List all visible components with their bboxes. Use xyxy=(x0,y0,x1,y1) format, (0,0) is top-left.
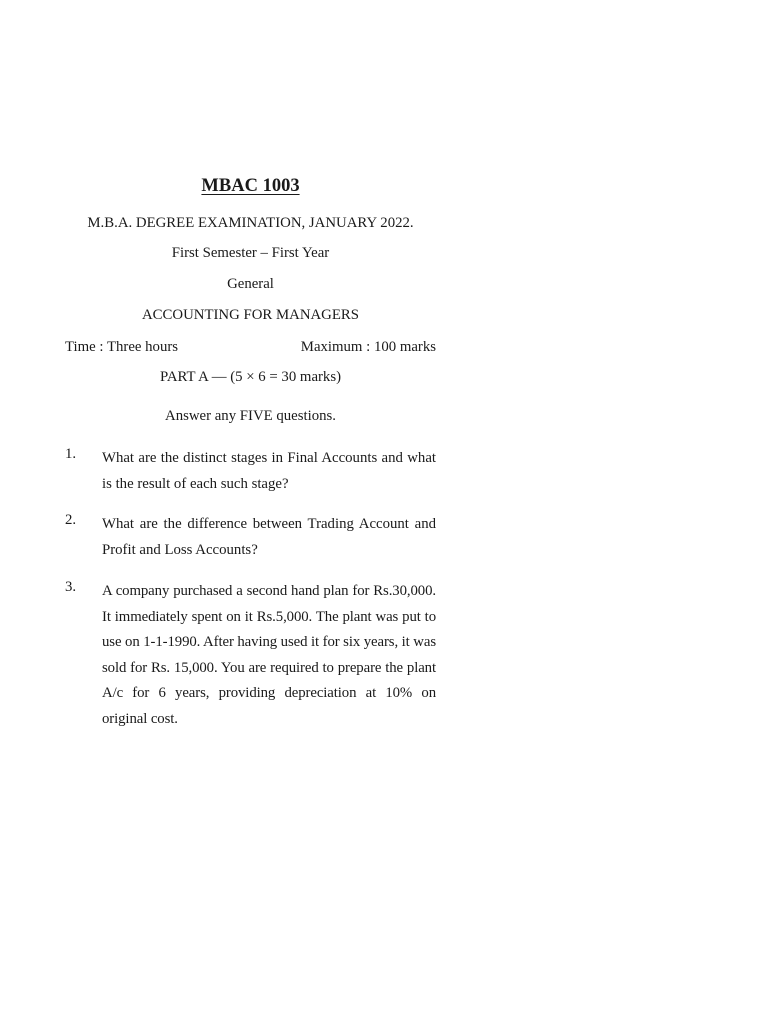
stream-line: General xyxy=(227,276,274,292)
question-number: 3. xyxy=(65,579,77,595)
question-text: What are the difference between Trading Account and Profit and Loss Accounts? xyxy=(102,516,436,558)
part-heading: PART A — (5 × 6 = 30 marks) xyxy=(159,369,342,385)
question-text: A company purchased a second hand plan for Rs.30,000. It immediately spent on it Rs.5,000. The plant was put to use on 1-1-1990. After having used it for six years, it was sold for Rs. 15,000. You are required to prepare the plant A/c for 6 years, providing depreciation at 10% on original cost. xyxy=(102,583,436,727)
question-number: 2. xyxy=(65,512,77,528)
time-allowed: Time : Three hours xyxy=(65,339,179,355)
question-text: What are the distinct stages in Final Accounts and what is the result of each such stage? xyxy=(102,450,436,492)
maximum-marks: Maximum : 100 marks xyxy=(300,339,436,355)
exam-title: M.B.A. DEGREE EXAMINATION, JANUARY 2022. xyxy=(87,215,414,231)
course-code: MBAC 1003 xyxy=(201,176,300,196)
instructions: Answer any FIVE questions. xyxy=(165,408,336,424)
semester-line: First Semester – First Year xyxy=(171,245,330,261)
question-number: 1. xyxy=(65,446,77,462)
subject-title: ACCOUNTING FOR MANAGERS xyxy=(141,307,360,323)
